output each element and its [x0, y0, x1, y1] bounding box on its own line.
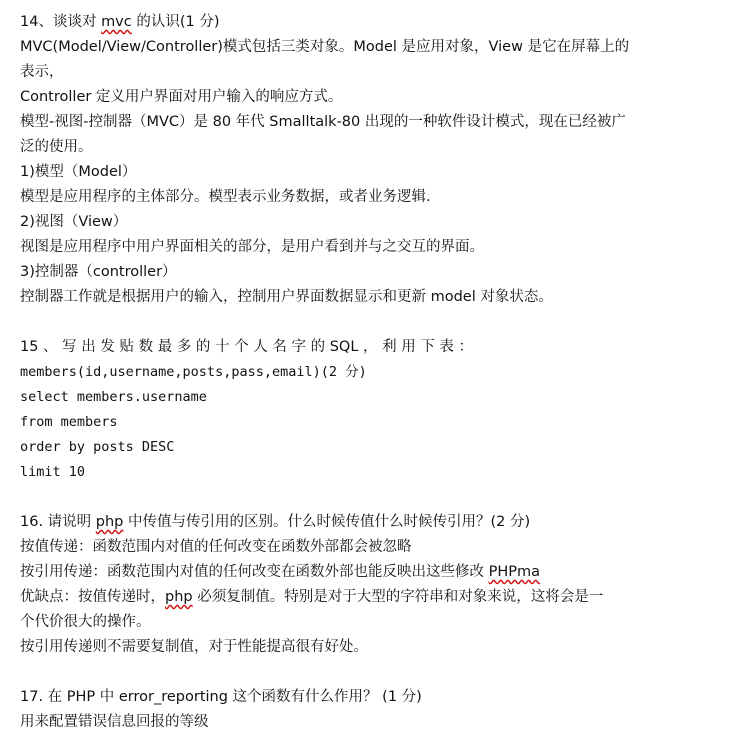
- paragraph-line: Controller 定义用户界面对用户输入的响应方式。: [20, 89, 343, 105]
- paragraph-line: 控制器工作就是根据用户的输入，控制用户界面数据显示和更新 model 对象状态。: [20, 289, 553, 305]
- code-line: members(id,username,posts,pass,email)(2 分): [20, 364, 367, 380]
- paragraph-line: 优缺点：按值传递时，php 必须复制值。特别是对于大型的字符串和对象来说，这将会是一: [20, 589, 604, 605]
- paragraph-line: 个代价很大的操作。: [20, 614, 151, 630]
- code-line: from members: [20, 414, 118, 430]
- blank-line: [20, 660, 734, 685]
- paragraph-line: 模型-视图-控制器（MVC）是 80 年代 Smalltalk-80 出现的一种软件设计模式，现在已经被广: [20, 114, 626, 130]
- paragraph-line: 按引用传递：函数范围内对值的任何改变在函数外部也能反映出这些修改 PHPma: [20, 564, 541, 580]
- q16-heading: 16. 请说明 php 中传值与传引用的区别。什么时候传值什么时候传引用？(2 分): [20, 514, 531, 530]
- q15-heading: 15 、 写 出 发 贴 数 最 多 的 十 个 人 名 字 的 SQL ， 利 用 下 表 ：: [20, 339, 474, 355]
- spellcheck-word: PHPma: [488, 564, 541, 580]
- paragraph-line: 视图是应用程序中用户界面相关的部分，是用户看到并与之交互的界面。: [20, 239, 484, 255]
- code-line: limit 10: [20, 464, 86, 480]
- paragraph-line: 按引用传递则不需要复制值，对于性能提高很有好处。: [20, 639, 368, 655]
- blank-line: [20, 485, 734, 510]
- paragraph-line: 2)视图（View）: [20, 214, 128, 230]
- paragraph-line: 模型是应用程序的主体部分。模型表示业务数据，或者业务逻辑.: [20, 189, 431, 205]
- code-line: select members.username: [20, 389, 207, 405]
- paragraph-line: MVC(Model/View/Controller)模式包括三类对象。Model 是应用对象，View 是它在屏幕上的: [20, 39, 630, 55]
- paragraph-line: 用来配置错误信息回报的等级: [20, 714, 209, 730]
- paragraph-line: 表示，: [20, 64, 64, 80]
- blank-line: [20, 310, 734, 335]
- q17-heading: 17. 在 PHP 中 error_reporting 这个函数有什么作用？ (1 分): [20, 689, 422, 705]
- paragraph-line: 1)模型（Model）: [20, 164, 137, 180]
- spellcheck-word: php: [95, 514, 124, 530]
- spellcheck-word: php: [165, 589, 193, 605]
- paragraph-line: 3)控制器（controller）: [20, 264, 177, 280]
- spellcheck-word: mvc: [101, 14, 132, 30]
- code-line: order by posts DESC: [20, 439, 175, 455]
- paragraph-line: 按值传递：函数范围内对值的任何改变在函数外部都会被忽略: [20, 539, 412, 555]
- q14-heading: 14、谈谈对 mvc 的认识(1 分): [20, 14, 220, 30]
- paragraph-line: 泛的使用。: [20, 139, 93, 155]
